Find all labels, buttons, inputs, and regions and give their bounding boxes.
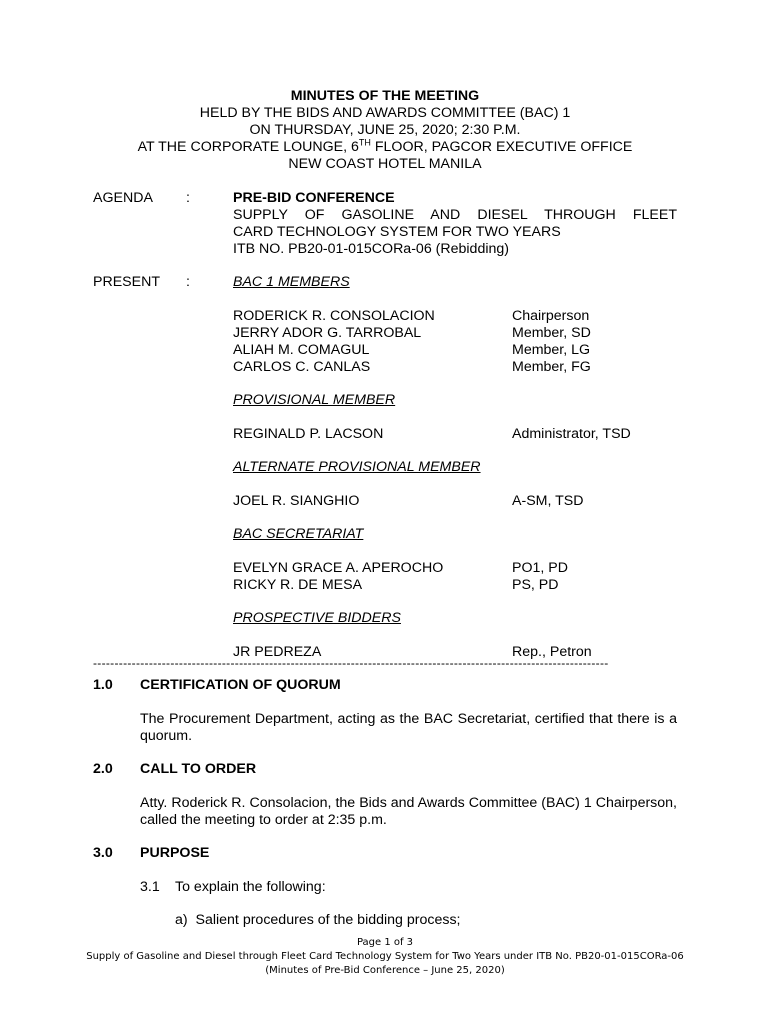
list-item: a) Salient procedures of the bidding process; [175,912,461,928]
member-role: Member, LG [512,342,591,358]
member-name: JR PEDREZA [233,644,322,660]
member-role: PS, PD [512,577,559,593]
document-title: MINUTES OF THE MEETING [290,88,480,104]
agenda-colon: : [186,190,190,206]
footer-page-number: Page 1 of 3 [356,937,414,948]
footer-line-1: Supply of Gasoline and Diesel through Fleet Card Technology System for Two Years under ITB No. PB20-01-015CORa-06 [86,951,684,962]
section-title: CERTIFICATION OF QUORUM [140,677,341,693]
member-role: PO1, PD [512,560,568,576]
group-heading-secretariat: BAC SECRETARIAT [233,526,364,542]
agenda-label: AGENDA [93,190,153,206]
agenda-itb: ITB NO. PB20-01-015CORa-06 (Rebidding) [233,241,509,257]
member-name: JERRY ADOR G. TARROBAL [233,325,422,341]
member-name: JOEL R. SIANGHIO [233,493,360,509]
header-line-4-post: FLOOR, PAGCOR EXECUTIVE OFFICE [370,139,633,155]
section-number: 2.0 [93,761,113,777]
subsection-number: 3.1 [140,879,160,895]
section-body: The Procurement Department, acting as the BAC Secretariat, certified that there is a quorum. [140,711,677,744]
section-number: 3.0 [93,845,113,861]
agenda-desc-2: CARD TECHNOLOGY SYSTEM FOR TWO YEARS [233,224,561,240]
member-name: REGINALD P. LACSON [233,426,384,442]
member-role: Administrator, TSD [512,426,631,442]
member-role: Member, FG [512,359,591,375]
group-heading-bac1: BAC 1 MEMBERS [233,274,350,290]
agenda-title: PRE-BID CONFERENCE [233,190,395,206]
member-role: A-SM, TSD [512,493,584,509]
header-line-5: NEW COAST HOTEL MANILA [288,156,482,172]
section-title: CALL TO ORDER [140,761,257,777]
agenda-desc-1: SUPPLY OF GASOLINE AND DIESEL THROUGH FLEET [233,207,677,223]
header-line-4-pre: AT THE CORPORATE LOUNGE, 6 [137,139,359,155]
header-line-3: ON THURSDAY, JUNE 25, 2020; 2:30 P.M. [249,122,521,138]
group-heading-provisional: PROVISIONAL MEMBER [233,392,396,408]
section-title: PURPOSE [140,845,210,861]
header-line-2: HELD BY THE BIDS AND AWARDS COMMITTEE (BAC) 1 [199,105,571,121]
group-heading-bidders: PROSPECTIVE BIDDERS [233,610,401,626]
section-body: Atty. Roderick R. Consolacion, the Bids and Awards Committee (BAC) 1 Chairperson, called the meeting to order at 2:35 p.m. [140,795,677,828]
section-number: 1.0 [93,677,113,693]
group-heading-alternate: ALTERNATE PROVISIONAL MEMBER [233,459,481,475]
member-name: ALIAH M. COMAGUL [233,342,370,358]
member-role: Member, SD [512,325,591,341]
present-colon: : [186,274,190,290]
member-name: CARLOS C. CANLAS [233,359,371,375]
member-name: RICKY R. DE MESA [233,577,363,593]
subsection-text: To explain the following: [175,879,326,895]
member-name: RODERICK R. CONSOLACION [233,308,435,324]
member-role: Rep., Petron [512,644,592,660]
header-line-4-sup: TH [358,137,371,148]
dashed-separator: ------------------------------------------------------------------------------------------------------------------------ [93,656,609,670]
footer-line-2: (Minutes of Pre-Bid Conference – June 25, 2020) [265,965,505,976]
member-name: EVELYN GRACE A. APEROCHO [233,560,444,576]
member-role: Chairperson [512,308,590,324]
header-line-4 [0,139,770,156]
present-label: PRESENT [93,274,161,290]
